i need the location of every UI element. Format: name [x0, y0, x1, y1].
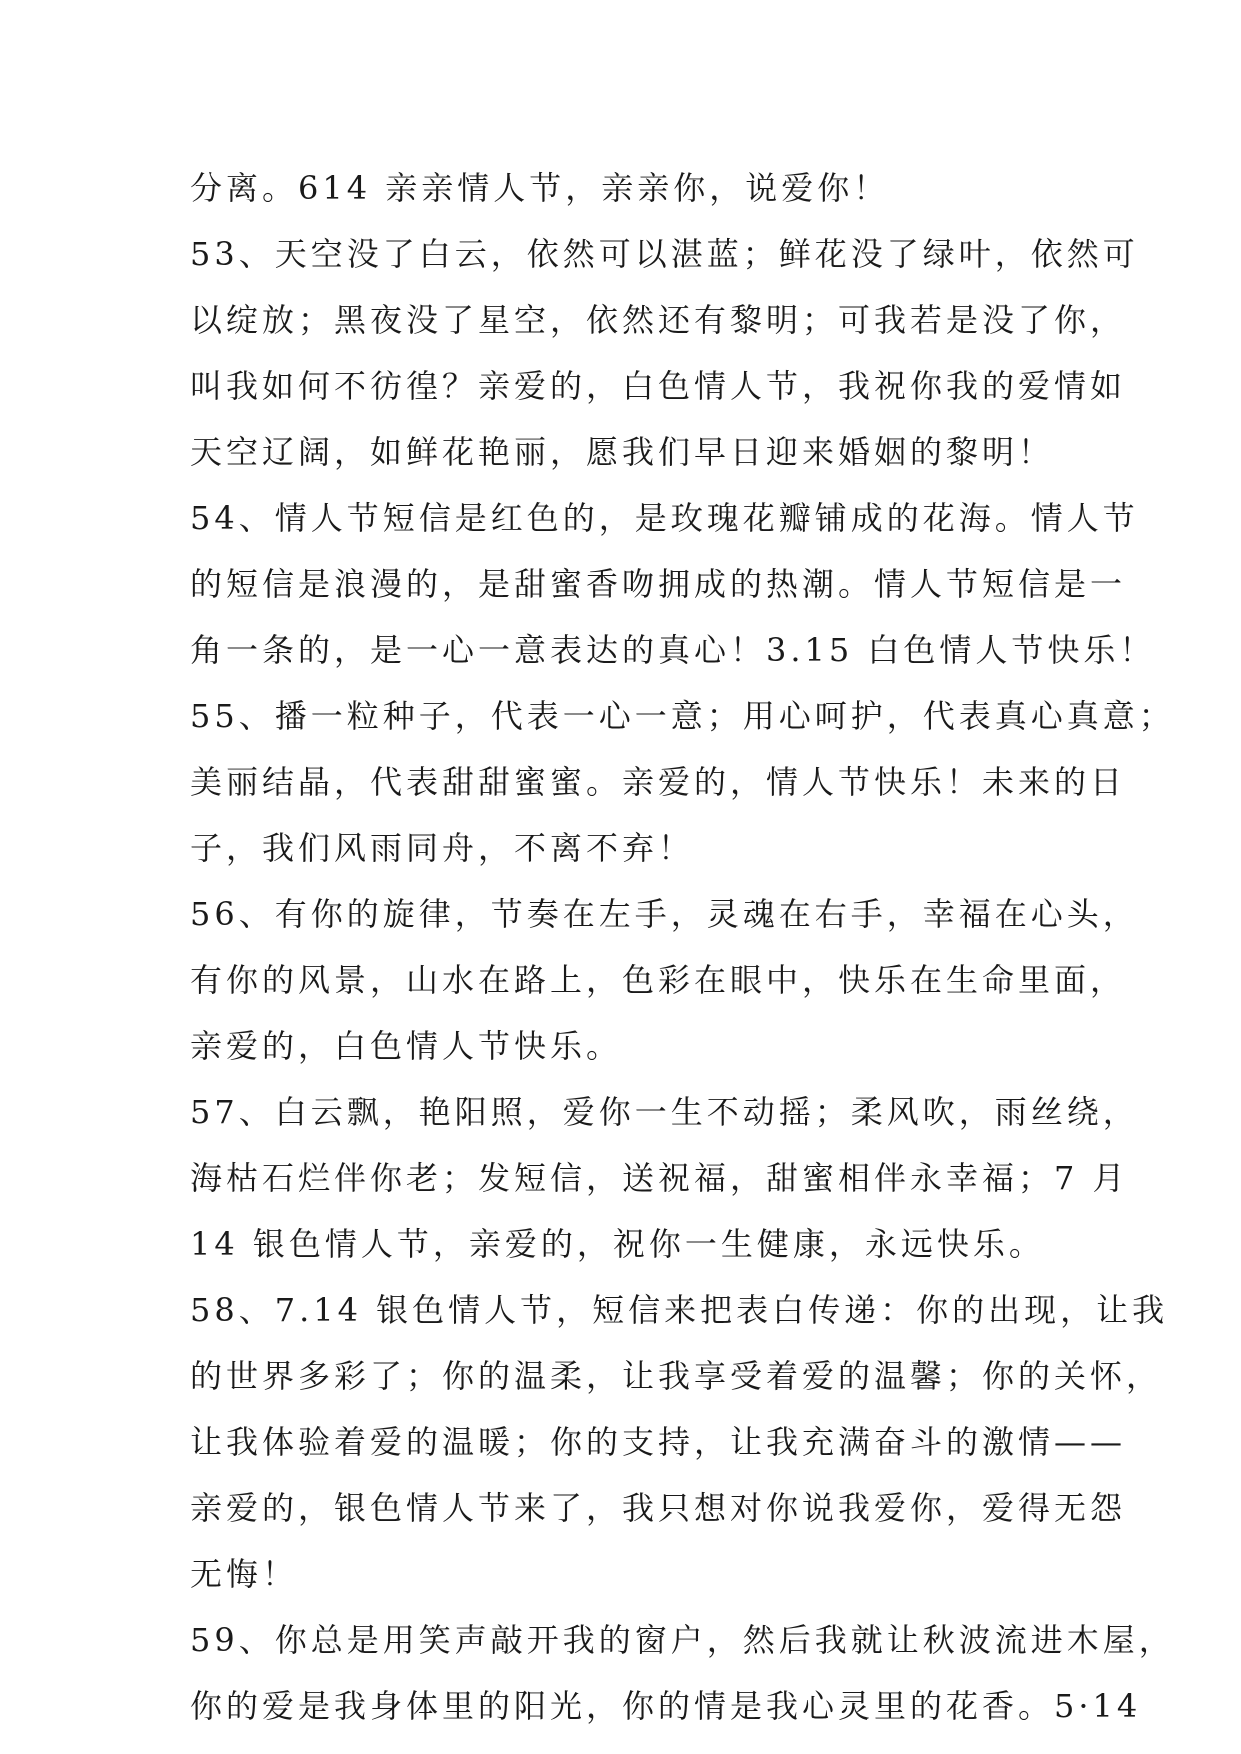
text-line: 以绽放；黑夜没了星空，依然还有黎明；可我若是没了你， — [190, 301, 1127, 339]
text-line: 58、7.14 银色情人节，短信来把表白传递：你的出现，让我 — [190, 1291, 1169, 1329]
text-line: 角一条的，是一心一意表达的真心！3.15 白色情人节快乐！ — [190, 631, 1156, 669]
text-line: 让我体验着爱的温暖；你的支持，让我充满奋斗的激情—— — [190, 1423, 1127, 1461]
text-line: 亲爱的，银色情人节来了，我只想对你说我爱你，爱得无怨 — [190, 1489, 1127, 1527]
text-line: 叫我如何不彷徨？亲爱的，白色情人节，我祝你我的爱情如 — [190, 367, 1127, 405]
text-line: 有你的风景，山水在路上，色彩在眼中，快乐在生命里面， — [190, 961, 1127, 999]
text-line: 55、播一粒种子，代表一心一意；用心呵护，代表真心真意； — [190, 697, 1175, 735]
text-line: 子，我们风雨同舟，不离不弃！ — [190, 829, 695, 867]
text-line: 14 银色情人节，亲爱的，祝你一生健康，永远快乐。 — [190, 1225, 1045, 1263]
text-line: 亲爱的，白色情人节快乐。 — [190, 1027, 623, 1065]
text-line: 57、白云飘，艳阳照，爱你一生不动摇；柔风吹，雨丝绕， — [190, 1093, 1139, 1131]
text-line: 59、你总是用笑声敲开我的窗户，然后我就让秋波流进木屋， — [190, 1621, 1175, 1659]
text-line: 分离。614 亲亲情人节，亲亲你，说爱你！ — [190, 169, 890, 207]
text-line: 的短信是浪漫的，是甜蜜香吻拥成的热潮。情人节短信是一 — [190, 565, 1127, 603]
text-line: 你的爱是我身体里的阳光，你的情是我心灵里的花香。5·14 — [190, 1687, 1142, 1725]
text-line: 美丽结晶，代表甜甜蜜蜜。亲爱的，情人节快乐！未来的日 — [190, 763, 1127, 801]
text-line: 54、情人节短信是红色的，是玫瑰花瓣铺成的花海。情人节 — [190, 499, 1139, 537]
text-line: 天空辽阔，如鲜花艳丽，愿我们早日迎来婚姻的黎明！ — [190, 433, 1055, 471]
text-line: 53、天空没了白云，依然可以湛蓝；鲜花没了绿叶，依然可 — [190, 235, 1139, 273]
text-line: 海枯石烂伴你老；发短信，送祝福，甜蜜相伴永幸福；7 月 — [190, 1159, 1129, 1197]
document-body — [190, 155, 1175, 1739]
text-line: 的世界多彩了；你的温柔，让我享受着爱的温馨；你的关怀， — [190, 1357, 1163, 1395]
text-line: 无悔！ — [190, 1555, 299, 1593]
text-line: 56、有你的旋律，节奏在左手，灵魂在右手，幸福在心头， — [190, 895, 1139, 933]
